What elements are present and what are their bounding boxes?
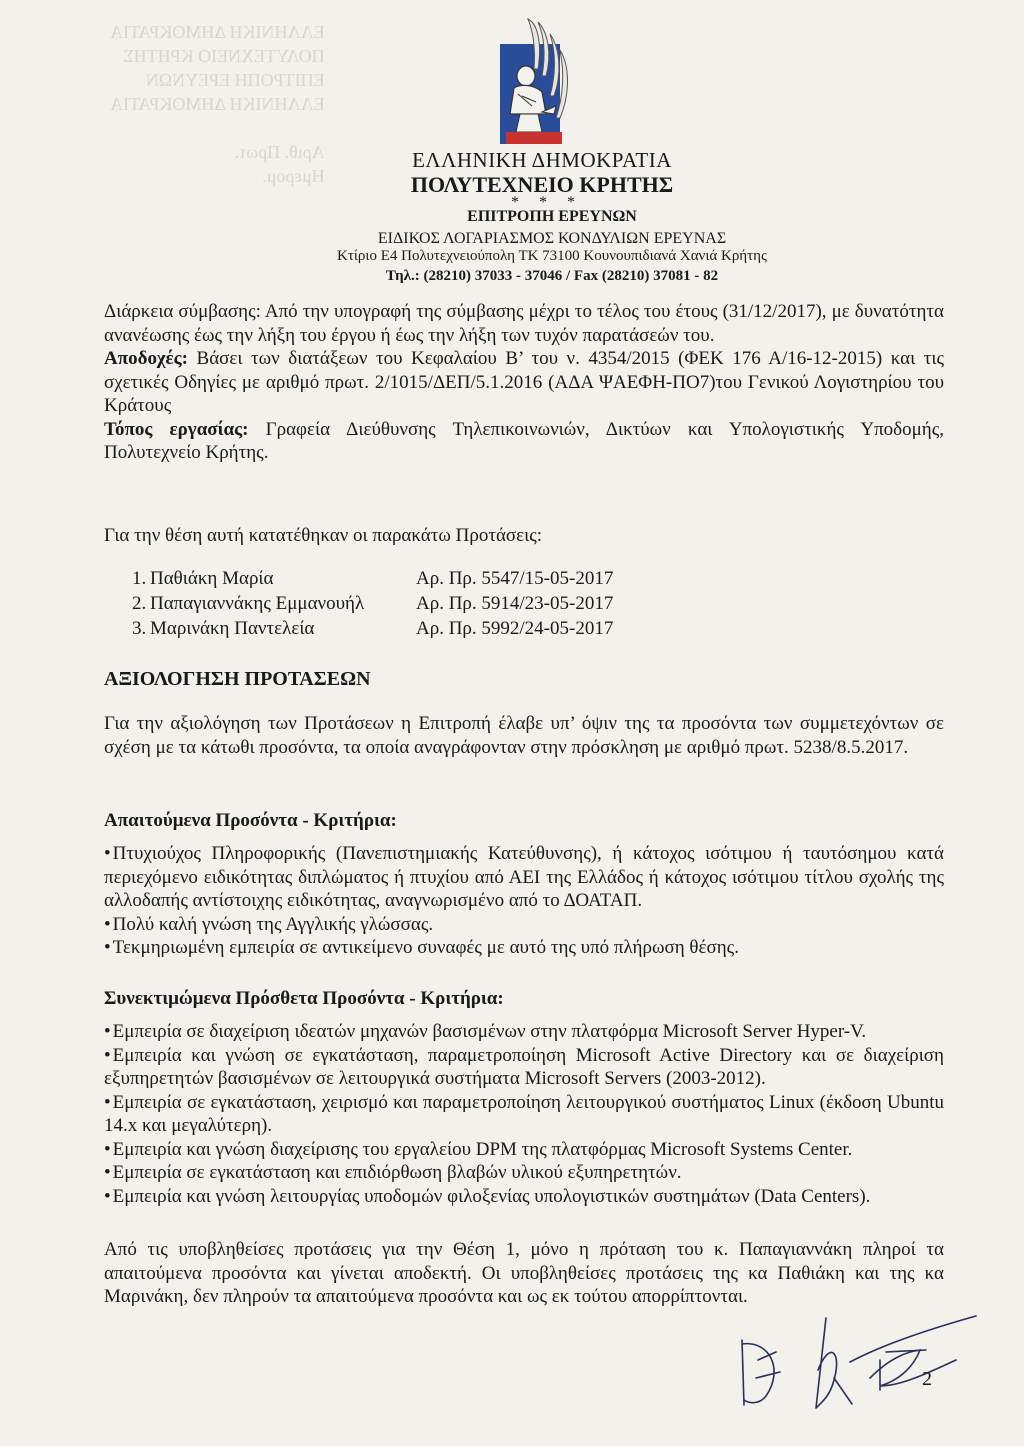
candidate-ref: Αρ. Πρ. 5547/15-05-2017 <box>416 568 614 589</box>
candidates-list <box>132 566 613 641</box>
list-item: • Εμπειρία σε διαχείριση ιδεατών μηχανών βασισμένων στην πλατφόρμα Microsoft Server Hyper-V. <box>104 1020 944 1044</box>
signatures <box>730 1300 980 1410</box>
university-logo <box>498 14 580 149</box>
proposals-intro-text: Για την θέση αυτή κατατέθηκαν οι παρακάτω Προτάσεις: <box>104 525 543 546</box>
additional-list <box>104 1020 944 1208</box>
candidate-number: 2. <box>132 593 147 614</box>
phone-text: Τηλ.: (28210) 37033 - 37046 / Fax (28210) 37081 - 82 <box>385 268 719 284</box>
address-text: Κτίριο Ε4 Πολυτεχνειούπολη ΤΚ 73100 Κουνουπιδιανά Χανιά Κρήτης <box>337 248 767 264</box>
account-text: ΕΙΔΙΚΟΣ ΛΟΓΑΡΙΑΣΜΟΣ ΚΟΝΔΥΛΙΩΝ ΕΡΕΥΝΑΣ <box>377 230 727 247</box>
conclusion-text: Από τις υποβληθείσες προτάσεις για την Θέση 1, μόνο η πρόταση του κ. Παπαγιαννάκη πληροί τα απαιτούμενα προσόντα και γίνεται αποδεκτή. Οι υποβληθείσες προτάσεις της κα Παθιάκη και της κα Μαρινάκη, δεν πληρούν τα απαιτούμενα προσόντα και ως εκ τούτου απορρίπτονται. <box>104 1239 944 1307</box>
proposals-intro <box>104 524 944 548</box>
list-item: • Τεκμηριωμένη εμπειρία σε αντικείμενο συναφές με αυτό της υπό πλήρωση θέσης. <box>104 936 944 960</box>
list-item: • Πτυχιούχος Πληροφορικής (Πανεπιστημιακής Κατεύθυνσης), ή κάτοχος ισότιμου ή ταυτόσημου κατά περιεχόμενο ειδικότητας διπλώματος ή πτυχίου από ΑΕΙ της Ελλάδος ή κάτοχος ισότιμου τίτλου σχολής της αλλοδαπής αντίστοιχης ειδικότητας, αναγνωρισμένο από το ΔΟΑΤΑΠ. <box>104 842 944 913</box>
phone-fax <box>0 268 1024 285</box>
place-paragraph <box>104 418 944 465</box>
list-item: • Εμπειρία και γνώση λειτουργίας υποδομών φιλοξενίας υπολογιστικών συστημάτων (Data Centers). <box>104 1185 944 1209</box>
list-item <box>132 616 613 641</box>
place-label: Τόπος εργασίας: <box>104 418 249 440</box>
university-text: ΠΟΛΥΤΕΧΝΕΙΟ ΚΡΗΤΗΣ <box>410 172 674 197</box>
candidate-name: Παπαγιαννάκης Εμμανουήλ <box>150 593 365 614</box>
ghost-line: Ημερομ. <box>262 166 325 186</box>
candidate-name: Παθιάκη Μαρία <box>150 568 274 589</box>
pay-paragraph <box>104 347 944 418</box>
duration-paragraph: Διάρκεια σύμβασης: Από την υπογραφή της σύμβασης μέχρι το τέλος του έτους (31/12/2017), με δυνατότητα ανανέωσης έως την λήξη του έργου ή έως την λήξη των τυχόν παρατάσεών του. <box>104 301 944 346</box>
ghost-line: ΕΠΙΤΡΟΠΗ ΕΡΕΥΝΩΝ <box>145 70 325 90</box>
required-list <box>104 842 944 960</box>
candidate-number: 3. <box>132 618 147 639</box>
address <box>0 248 1024 265</box>
account-name <box>0 230 1024 248</box>
candidate-name: Μαρινάκη Παντελεία <box>150 618 315 639</box>
ghost-line: Αριθ. Πρωτ. <box>234 142 325 162</box>
pay-label: Αποδοχές: <box>104 348 188 369</box>
state-text: ΕΛΛΗΝΙΚΗ ΔΗΜΟΚΡΑΤΙΑ <box>412 148 672 172</box>
evaluation-paragraph <box>104 712 944 759</box>
signature-2 <box>816 1318 852 1408</box>
evaluation-text: Για την αξιολόγηση των Προτάσεων η Επιτροπή έλαβε υπ’ όψιν της τα προσόντα των συμμετεχόντων σε σχέση με τα κάτωθι προσόντα, τα οποία αναγράφονταν στην πρόσκληση με αριθμό πρωτ. 5238/8.5.2017. <box>104 713 944 758</box>
place-text: Γραφεία Διεύθυνσης Τηλεπικοινωνιών, Δικτύων και Υπολογιστικής Υποδομής, Πολυτεχνείο Κρήτης. <box>104 418 945 463</box>
state-name <box>0 148 1024 173</box>
list-item <box>132 566 613 591</box>
list-item: • Εμπειρία σε εγκατάσταση και επιδιόρθωση βλαβών υλικού εξυπηρετητών. <box>104 1161 944 1185</box>
required-title: Απαιτούμενα Προσόντα - Κριτήρια: <box>104 810 397 831</box>
signature-1 <box>742 1340 774 1405</box>
list-item: • Εμπειρία σε εγκατάσταση, χειρισμό και παραμετροποίηση λειτουργικού συστήματος Linux (έκδοση Ubuntu 14.x και μεγαλύτερη). <box>104 1091 944 1138</box>
candidate-number: 1. <box>132 568 147 589</box>
conclusion-paragraph <box>104 1238 944 1309</box>
ghost-line: ΕΛΛΗΝΙΚΗ ΔΗΜΟΚΡΑΤΙΑ <box>110 94 325 114</box>
candidate-ref: Αρ. Πρ. 5992/24-05-2017 <box>416 618 614 639</box>
list-item: • Εμπειρία και γνώση διαχείρισης του εργαλείου DPM της πλατφόρμας Microsoft Systems Center. <box>104 1138 944 1162</box>
stars-text: * * * <box>511 194 583 211</box>
contract-terms <box>104 300 944 465</box>
list-item: • Εμπειρία και γνώση σε εγκατάσταση, παραμετροποίηση Microsoft Active Directory και σε διαχείριση εξυπηρετητών βασισμένων σε λειτουργικά συστήματα Microsoft Servers (2003-2012). <box>104 1044 944 1091</box>
page-number: 2 <box>922 1368 932 1390</box>
pay-text: Βάσει των διατάξεων του Κεφαλαίου Β’ του ν. 4354/2015 (ΦΕΚ 176 Α/16-12-2015) και τις σχετικές Οδηγίες με αριθμό πρωτ. 2/1015/ΔΕΠ/5.1.2016 (ΑΔΑ ΨΑΕΦΗ-ΠΟ7)του Γενικού Λογιστηρίου του Κράτους <box>104 348 944 416</box>
list-item <box>132 591 613 616</box>
committee-text: ΕΠΙΤΡΟΠΗ ΕΡΕΥΝΩΝ <box>467 208 637 225</box>
ghost-line: ΕΛΛΗΝΙΚΗ ΔΗΜΟΚΡΑΤΙΑ <box>110 22 325 42</box>
ghost-line: ΠΟΛΥΤΕΧΝΕΙΟ ΚΡΗΤΗΣ <box>123 46 325 66</box>
committee-name <box>0 208 1024 226</box>
evaluation-title: ΑΞΙΟΛΟΓΗΣΗ ΠΡΟΤΑΣΕΩΝ <box>104 668 371 690</box>
list-item: • Πολύ καλή γνώση της Αγγλικής γλώσσας. <box>104 913 944 937</box>
candidate-ref: Αρ. Πρ. 5914/23-05-2017 <box>416 593 614 614</box>
additional-title: Συνεκτιμώμενα Πρόσθετα Προσόντα - Κριτήρια: <box>104 988 504 1009</box>
